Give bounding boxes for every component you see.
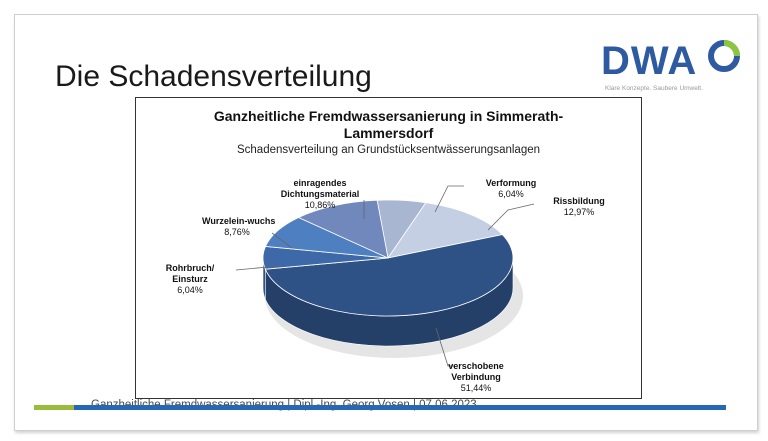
slice-label-5 [270,178,370,211]
slice-label-3 [150,263,230,296]
slice-label-name: verschobene Verbindung [448,361,504,382]
footer-accent-bar [34,405,74,410]
slice-label-value: 6,04% [498,189,524,199]
logo-tagline: Klare Konzepte. Saubere Umwelt. [605,85,703,92]
footer-bar [74,405,726,410]
slice-label-2 [431,361,521,394]
slice-label-name: Rissbildung [553,196,605,206]
logo-ring-icon [707,39,741,73]
slice-label-4 [202,216,276,238]
slice-label-name: Wurzelein-wuchs [202,216,276,226]
slice-label-value: 6,04% [177,285,203,295]
slice-label-name: Rohrbruch/ Einsturz [165,263,215,284]
dwa-logo [601,33,751,103]
leader-line-1 [488,204,534,230]
logo-text: DWA [601,39,698,83]
slice-label-name: einragendes Dichtungsmaterial [280,178,360,199]
slice-label-value: 51,44% [460,383,492,393]
slice-label-name: Verformung [485,178,537,188]
chart-subtitle: Schadensverteilung an Grundstücksentwässerungsanlagen [236,144,541,156]
slice-label-1 [534,196,624,218]
slide [14,14,758,431]
slice-label-value: 8,76% [224,227,250,237]
slice-label-value: 10,86% [304,200,336,210]
slice-label-value: 12,97% [563,207,595,217]
chart-frame [135,97,642,399]
pie-chart [136,98,641,398]
chart-title: Ganzheitliche Fremdwassersanierung in Simmerath- Lammersdorf [213,108,564,141]
slide-title: Die Schadensverteilung [55,60,372,93]
